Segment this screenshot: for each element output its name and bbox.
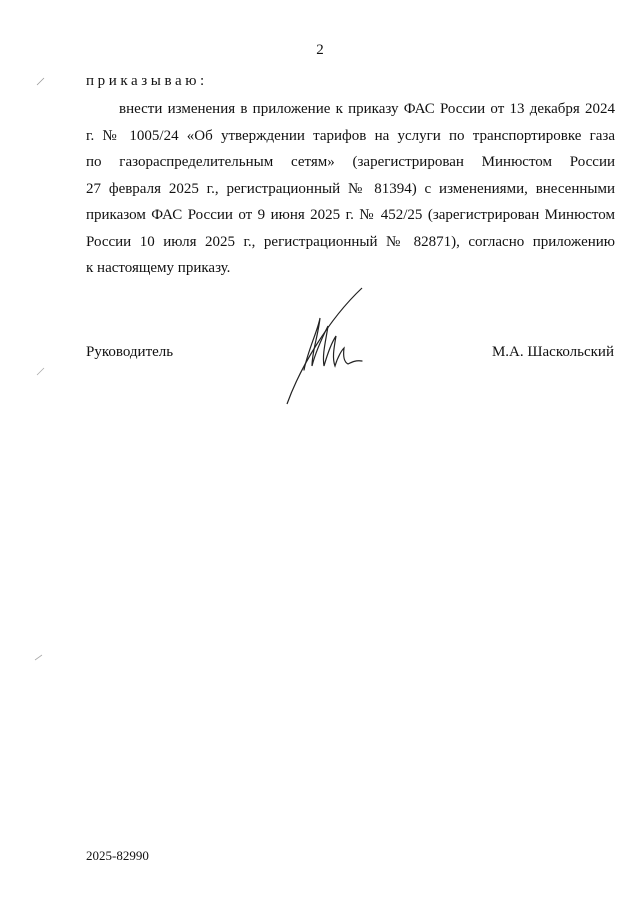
signature-role: Руководитель — [86, 344, 174, 360]
body-line: по газораспределительным сетям» (зарегистрирован Минюстом России — [86, 154, 615, 170]
order-body — [86, 96, 615, 282]
body-line: внести изменения в приложение к приказу ФАС России от 13 декабря 2024 — [119, 101, 615, 117]
order-heading: приказываю: — [86, 73, 208, 89]
body-line: к настоящему приказу. — [86, 260, 231, 276]
body-line: г. № 1005/24 «Об утверждении тарифов на услуги по транспортировке газа — [86, 127, 615, 144]
scan-speck — [36, 76, 46, 86]
page-number: 2 — [316, 42, 324, 58]
body-line: 27 февраля 2025 г., регистрационный № 81394) с изменениями, внесенными — [86, 180, 615, 197]
body-line: России 10 июля 2025 г., регистрационный № 82871), согласно приложению — [86, 233, 615, 250]
document-id: 2025-82990 — [86, 848, 149, 863]
scan-speck — [36, 366, 46, 376]
body-line: приказом ФАС России от 9 июня 2025 г. № 452/25 (зарегистрирован Минюстом — [86, 207, 615, 223]
signatory-name: М.А. Шаскольский — [491, 344, 614, 360]
handwritten-signature — [282, 286, 382, 410]
scan-speck — [34, 652, 44, 662]
